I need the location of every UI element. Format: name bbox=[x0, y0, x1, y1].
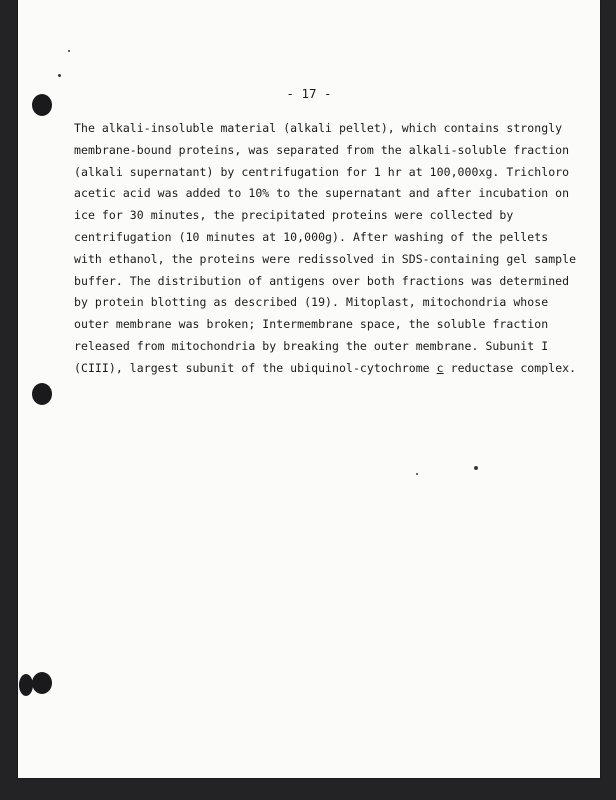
scan-speck bbox=[474, 466, 478, 470]
paper-sheet bbox=[18, 0, 600, 778]
text-line bbox=[74, 358, 577, 380]
scan-speck bbox=[416, 473, 418, 475]
text-line: with ethanol, the proteins were redissolved in SDS-containing gel sample bbox=[74, 251, 577, 266]
text-line: ice for 30 minutes, the precipitated proteins were collected by bbox=[74, 208, 514, 223]
text-fragment: reductase complex. bbox=[443, 360, 577, 375]
text-line: outer membrane was broken; Intermembrane space, the soluble fraction bbox=[74, 317, 549, 332]
text-line: centrifugation (10 minutes at 10,000g). After washing of the pellets bbox=[74, 229, 549, 244]
underlined-letter: c bbox=[436, 360, 444, 375]
text-line: (alkali supernatant) by centrifugation for 1 hr at 100,000xg. Trichloro bbox=[74, 164, 570, 179]
page-number: - 17 - bbox=[286, 86, 332, 101]
scan-speck bbox=[68, 50, 70, 52]
body-paragraph bbox=[74, 118, 577, 380]
punch-hole bbox=[19, 674, 33, 696]
scan-speck bbox=[58, 74, 61, 77]
punch-hole bbox=[32, 672, 52, 694]
text-line: The alkali-insoluble material (alkali pellet), which contains strongly bbox=[74, 121, 563, 135]
text-line: by protein blotting as described (19). Mitoplast, mitochondria whose bbox=[74, 295, 549, 310]
text-line: released from mitochondria by breaking the outer membrane. Subunit I bbox=[74, 338, 549, 353]
text-line: acetic acid was added to 10% to the supernatant and after incubation on bbox=[74, 186, 570, 201]
text-fragment: (CIII), largest subunit of the ubiquinol-cytochrome bbox=[74, 360, 437, 375]
punch-hole bbox=[32, 383, 52, 405]
text-line: membrane-bound proteins, was separated from the alkali-soluble fraction bbox=[74, 142, 570, 157]
text-line: buffer. The distribution of antigens over both fractions was determined bbox=[74, 273, 570, 288]
